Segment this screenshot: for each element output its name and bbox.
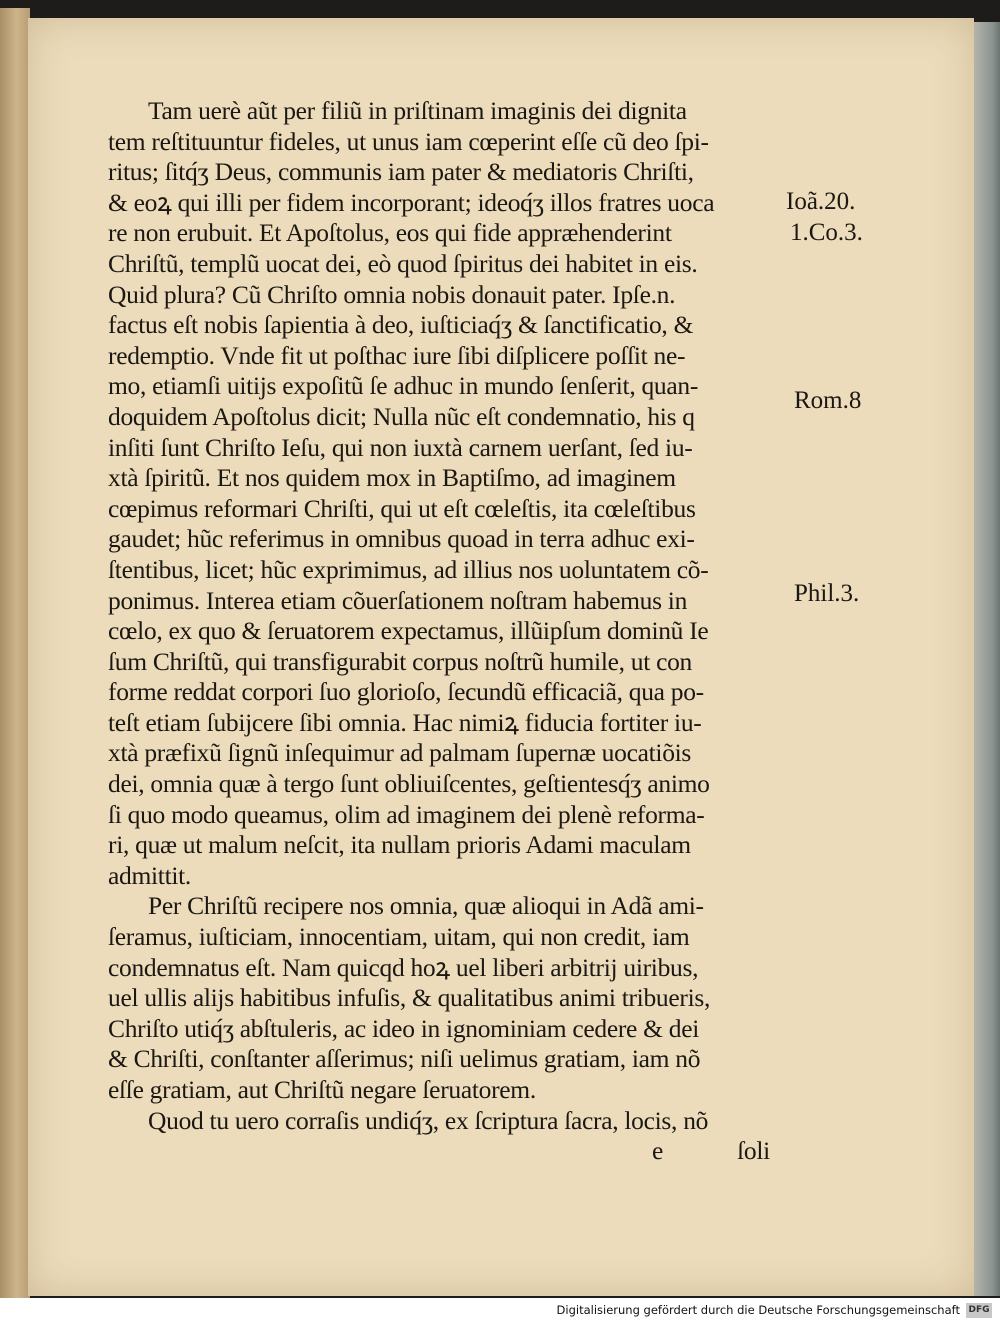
text-line: xtà ſpiritũ. Et nos quidem mox in Baptiſmo, ad imaginem	[108, 463, 676, 493]
text-line: gaudet; hũc referimus in omnibus quoad in terra adhuc exi-	[108, 524, 695, 554]
body-text	[108, 96, 808, 1167]
text-line: dei, omnia quæ à tergo ſunt obliuiſcentes, geſtientesq́ʒ animo	[108, 769, 710, 799]
text-line: inſiti ſunt Chriſto Ieſu, qui non iuxtà carnem uerſant, ſed iu-	[108, 432, 693, 462]
margin-note: Ioã.20.	[786, 188, 856, 215]
text-line: mo, etiamſi uitijs expoſitũ ſe adhuc in mundo ſenſerit, quan-	[108, 371, 699, 401]
margin-note: Phil.3.	[794, 580, 860, 607]
margin-note: 1.Co.3.	[790, 219, 863, 246]
text-line: cœpimus reformari Chriſti, qui ut eſt cœleſtis, ita cœleſtibus	[108, 493, 696, 523]
dfg-logo-icon: DFG	[966, 1303, 992, 1318]
text-line: & Chriſti, conſtanter aſſerimus; niſi uelimus gratiam, iam nõ	[108, 1044, 701, 1074]
text-line: factus eſt nobis ſapientia à deo, iuſticiaq́ʒ & ſanctificatio, &	[108, 310, 694, 340]
text-line: redemptio. Vnde fit ut poſthac iure ſibi diſplicere poſſit ne-	[108, 340, 686, 370]
text-line: ſum Chriſtũ, qui transfigurabit corpus noſtrũ humile, ut con	[108, 646, 693, 676]
footer-bar	[0, 1298, 1000, 1324]
text-line: Quid plura? Cũ Chriſto omnia nobis donauit pater. Ipſe.n.	[108, 279, 676, 309]
text-line: ſeramus, iuſticiam, innocentiam, uitam, qui non credit, iam	[108, 922, 690, 952]
text-line: uel ullis alijs habitibus infuſis, & qualitatibus animi tribueris,	[108, 983, 711, 1013]
text-line: tem reſtituuntur fideles, ut unus iam cœperint eſſe cũ deo ſpi-	[108, 126, 709, 156]
page-right-edge	[974, 22, 1000, 1296]
text-line: ponimus. Interea etiam cõuerſationem noſtram habemus in	[108, 585, 688, 615]
text-line: & eoꝝ qui illi per fidem incorporant; ideoq́ʒ illos fratres uoca	[108, 187, 715, 217]
text-line: ritus; ſitq́ʒ Deus, communis iam pater & mediatoris Chriſti,	[108, 157, 694, 187]
text-line: ri, quæ ut malum neſcit, ita nullam prioris Adami maculam	[108, 830, 691, 860]
footer-credit: Digitalisierung gefördert durch die Deutsche Forschungsgemeinschaft	[556, 1303, 960, 1317]
text-line: Quod tu uero corraſis undiq́ʒ, ex ſcriptura ſacra, locis, nõ	[148, 1105, 709, 1135]
text-line: Per Chriſtũ recipere nos omnia, quæ alioqui in Adã ami-	[148, 891, 704, 921]
text-line: admittit.	[108, 860, 192, 890]
text-line: ſi quo modo queamus, olim ad imaginem dei plenè reforma-	[108, 799, 705, 829]
text-line: Chriſtũ, templũ uocat dei, eò quod ſpiritus dei habitet in eis.	[108, 248, 698, 278]
text-line: forme reddat corpori ſuo glorioſo, ſecundũ efficaciã, qua po-	[108, 677, 704, 707]
text-line: Tam uerè aũt per filiũ in priſtinam imaginis dei dignita	[148, 96, 687, 125]
previous-page-edge	[0, 8, 30, 1298]
text-line: re non erubuit. Et Apoſtolus, eos qui fide appræhenderint	[108, 218, 672, 248]
catchword-line: e ſoli	[652, 1136, 770, 1166]
text-line: cœlo, ex quo & ſeruatorem expectamus, illũipſum dominũ Ie	[108, 616, 709, 646]
text-line: xtà præfixũ ſignũ inſequimur ad palmam ſupernæ uocatiõis	[108, 738, 692, 768]
text-line: Chriſto utiq́ʒ abſtuleris, ac ideo in ignominiam cedere & dei	[108, 1013, 699, 1043]
text-line: ſtentibus, licet; hũc exprimimus, ad illius nos uoluntatem cõ-	[108, 554, 709, 584]
text-line: doquidem Apoſtolus dicit; Nulla nũc eſt condemnatio, his q	[108, 401, 695, 431]
margin-note: Rom.8	[794, 387, 862, 414]
text-line: teſt etiam ſubijcere ſibi omnia. Hac nimiꝝ fiducia fortiter iu-	[108, 707, 702, 737]
text-line: eſſe gratiam, aut Chriſtũ negare ſeruatorem.	[108, 1075, 536, 1104]
text-line: condemnatus eſt. Nam quicqd hoꝝ uel liberi arbitrij uiribus,	[108, 952, 699, 982]
